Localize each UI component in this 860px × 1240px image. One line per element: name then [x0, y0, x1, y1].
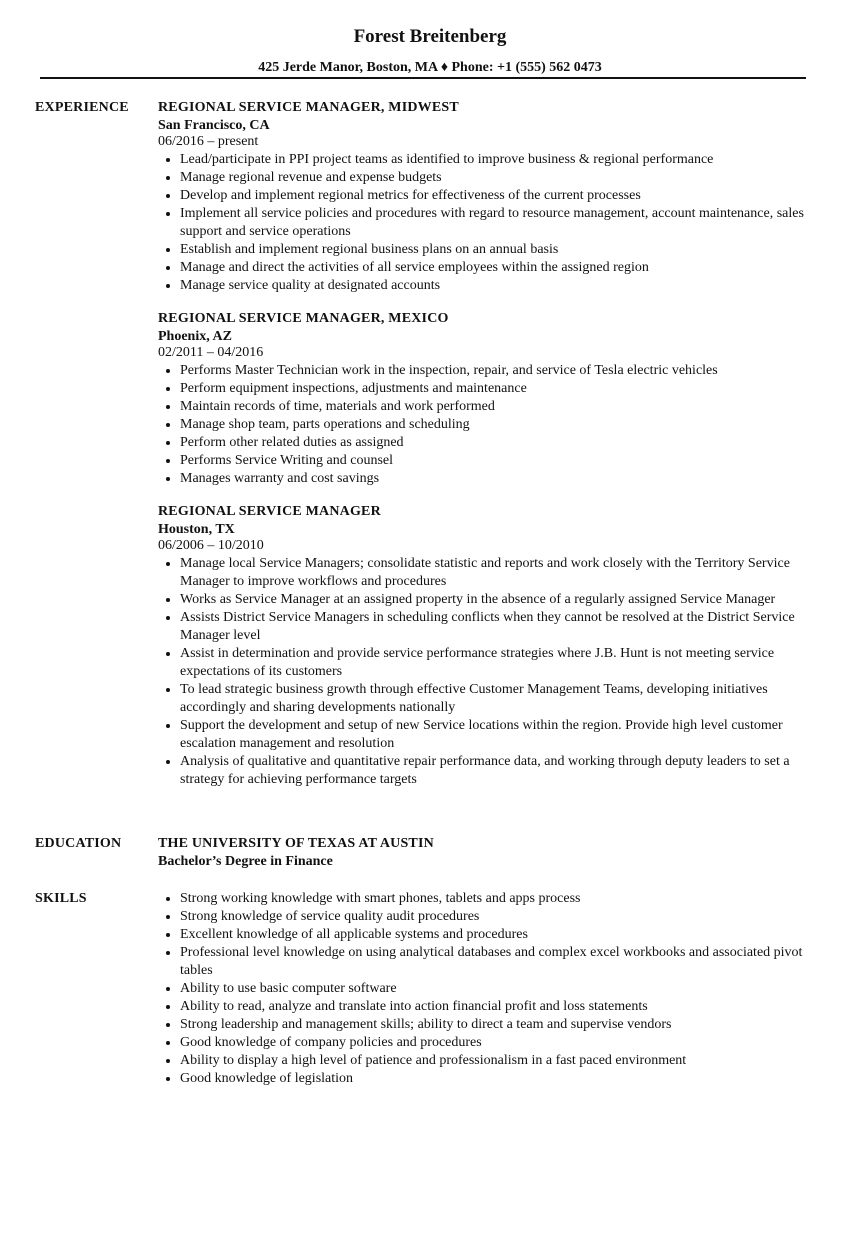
- list-item: • Manage service quality at designated accounts: [180, 277, 818, 295]
- skills-list: [158, 890, 818, 1088]
- list-item: • Implement all service policies and procedures with regard to resource management, account maintenance, sales support and service operations: [180, 205, 818, 241]
- list-item: • Develop and implement regional metrics for effectiveness of the current processes: [180, 187, 818, 205]
- resume-name: Forest Breitenberg: [353, 26, 507, 47]
- list-item: • Performs Service Writing and counsel: [180, 452, 818, 470]
- list-item: • Good knowledge of company policies and procedures: [180, 1034, 818, 1052]
- list-item: • Performs Master Technician work in the inspection, repair, and service of Tesla electric vehicles: [180, 362, 818, 380]
- list-item: • Perform equipment inspections, adjustments and maintenance: [180, 380, 818, 398]
- section-label-experience: EXPERIENCE: [35, 100, 129, 115]
- job-dates: 06/2016 – present: [158, 134, 259, 149]
- job-location: San Francisco, CA: [158, 118, 270, 133]
- experience-body: [158, 99, 818, 804]
- job-bullets: [158, 362, 818, 488]
- list-item: • Professional level knowledge on using analytical databases and complex excel workbooks and associated pivot tables: [180, 944, 818, 980]
- list-item: • Manage regional revenue and expense budgets: [180, 169, 818, 187]
- section-label-education: EDUCATION: [35, 836, 122, 851]
- degree: Bachelor’s Degree in Finance: [158, 854, 333, 869]
- list-item: • Ability to use basic computer software: [180, 980, 818, 998]
- list-item: • Ability to read, analyze and translate into action financial profit and loss statements: [180, 998, 818, 1016]
- list-item: • Lead/participate in PPI project teams as identified to improve business & regional performance: [180, 151, 818, 169]
- job-dates: 06/2006 – 10/2010: [158, 538, 264, 553]
- list-item: • Excellent knowledge of all applicable systems and procedures: [180, 926, 818, 944]
- list-item: • Manage and direct the activities of all service employees within the assigned region: [180, 259, 818, 277]
- job-entry: [158, 310, 818, 488]
- section-label-skills: SKILLS: [35, 891, 87, 906]
- job-location: Houston, TX: [158, 522, 235, 537]
- list-item: • Strong working knowledge with smart phones, tablets and apps process: [180, 890, 818, 908]
- list-item: • Manage local Service Managers; consolidate statistic and reports and work closely with the Territory Service Manager to improve workflows and procedures: [180, 555, 818, 591]
- school-name: THE UNIVERSITY OF TEXAS AT AUSTIN: [158, 836, 434, 851]
- list-item: • Good knowledge of legislation: [180, 1070, 818, 1088]
- job-bullets: [158, 555, 818, 789]
- job-dates: 02/2011 – 04/2016: [158, 345, 264, 360]
- list-item: • Assist in determination and provide service performance strategies where J.B. Hunt is not meeting service expectations of its customers: [180, 645, 818, 681]
- list-item: • Manage shop team, parts operations and scheduling: [180, 416, 818, 434]
- job-location: Phoenix, AZ: [158, 329, 232, 344]
- header-rule: [40, 77, 806, 79]
- list-item: • Strong knowledge of service quality audit procedures: [180, 908, 818, 926]
- list-item: • Strong leadership and management skills; ability to direct a team and supervise vendors: [180, 1016, 818, 1034]
- job-title: REGIONAL SERVICE MANAGER: [158, 504, 381, 519]
- list-item: • Works as Service Manager at an assigned property in the absence of a regularly assigned Service Manager: [180, 591, 818, 609]
- list-item: • Ability to display a high level of patience and professionalism in a fast paced environment: [180, 1052, 818, 1070]
- list-item: • Establish and implement regional business plans on an annual basis: [180, 241, 818, 259]
- job-entry: [158, 503, 818, 789]
- list-item: • Perform other related duties as assigned: [180, 434, 818, 452]
- list-item: • Manages warranty and cost savings: [180, 470, 818, 488]
- job-entry: [158, 99, 818, 295]
- list-item: • Maintain records of time, materials and work performed: [180, 398, 818, 416]
- education-body: [158, 835, 818, 871]
- list-item: • To lead strategic business growth through effective Customer Management Teams, developing initiatives accordingly and sharing developments nationally: [180, 681, 818, 717]
- job-bullets: [158, 151, 818, 295]
- list-item: • Assists District Service Managers in scheduling conflicts when they cannot be resolved at the District Service Manager level: [180, 609, 818, 645]
- job-title: REGIONAL SERVICE MANAGER, MEXICO: [158, 311, 449, 326]
- contact-line: 425 Jerde Manor, Boston, MA ♦ Phone: +1 (555) 562 0473: [258, 60, 602, 75]
- list-item: • Analysis of qualitative and quantitative repair performance data, and working through deputy leaders to set a strategy for achieving performance targets: [180, 753, 818, 789]
- job-title: REGIONAL SERVICE MANAGER, MIDWEST: [158, 100, 459, 115]
- list-item: • Support the development and setup of new Service locations within the region. Provide high level customer escalation management and resolution: [180, 717, 818, 753]
- skills-body: [158, 890, 818, 1088]
